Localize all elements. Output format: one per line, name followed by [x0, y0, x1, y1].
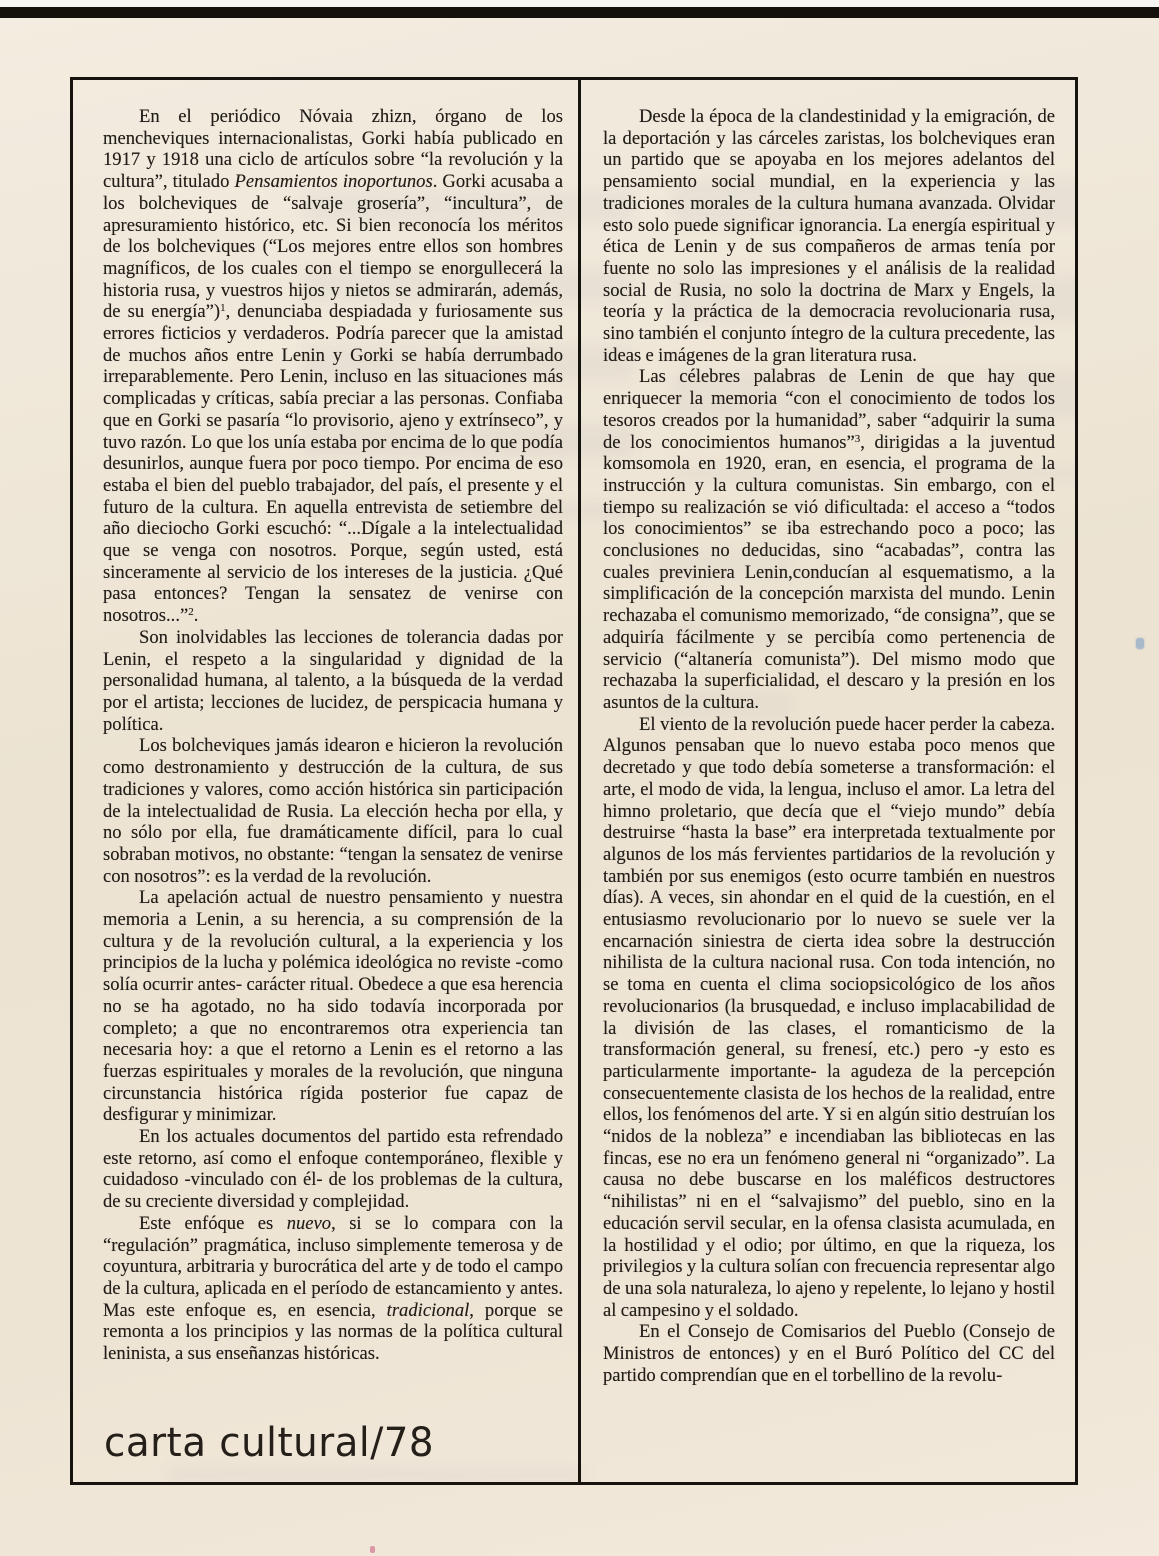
- paragraph: Los bolcheviques jamás idearon e hicieron la revolución como destronamiento y destrucción de la cultura, de sus tradiciones y valores, como acción histórica sin participación de la intelectualidad de Rusia. La elección hecha por ella, y no sólo por ella, fue dramáticamente difícil, para lo cual sobraban motivos, no obstante: “tengan la sensatez de venirse con nosotros”: es la verdad de la revolución.: [103, 735, 563, 887]
- scanner-edge-white: [0, 0, 1159, 7]
- bottom-pink-speck: [370, 1546, 375, 1553]
- bleed-through-ghost: [168, 1466, 588, 1485]
- paragraph: El viento de la revolución puede hacer perder la cabeza. Algunos pensaban que lo nuevo estaba poco menos que decretado y que todo debía someterse a transformación: el arte, el modo de vida, la lengua, incluso el amor. La letra del himno proletario, que decía que el “viejo mundo” debía destruirse “hasta la base” era interpretada textualmente por algunos de los más fervientes partidarios de la revolución y también por sus enemigos (esto ocurre también en nuestros días). A veces, sin ahondar en el quid de la cuestión, en el entusiasmo revolucionario por lo nuevo se suele ver la encarnación siniestra de cierta idea sobre la destrucción nihilista de la cultura nacional rusa. Con toda intención, no se toma en cuenta el clima sociopsicológico de los años revolucionarios (la brusquedad, e incluso implacabilidad de la división de las clases, el romanticismo de la transformación general, su frenesí, etc.) pero -y esto es particularmente importante- la agudeza de la percepción consecuentemente clasista de los hechos de la realidad, entre ellos, los fenómenos del arte. Y si en algún sitio destruían los “nidos de la nobleza” e incendiaban las bibliotecas en las fincas, ese no era un fenómeno general ni “organizado”. La causa no debe buscarse en los maléficos destructores “nihilistas” ni en el “salvajismo” del pueblo, sino en la educación servil secular, en la ofensa clasista acumulada, en la hostilidad y el odio; por último, en que la riqueza, los privilegios y la cultura solían con frecuencia representar algo de una sola naturaleza, lo ajeno y repelente, lo lejano y hostil al campesino y el soldado.: [603, 713, 1055, 1321]
- paragraph: En los actuales documentos del partido esta refrendado este retorno, así como el enfoque contemporáneo, flexible y cuidadoso -vinculado con él- de los problemas de la cultura, de su creciente diversidad y complejidad.: [103, 1126, 563, 1213]
- paragraph: Este enfóque es nuevo, si se lo compara con la “regulación” pragmática, incluso simplemente temerosa y de coyuntura, arbitraria y burocrática del arte y de todo el campo de la cultura, aplicada en el período de estancamiento y antes. Mas este enfoque es, en esencia, tradicional, porque se remonta a los principios y las normas de la política cultural leninista, a sus enseñanzas históricas.: [103, 1212, 563, 1365]
- left-text-column: [103, 106, 563, 1422]
- page-top-black-band: [0, 7, 1159, 18]
- magazine-logo: carta cultural/78: [104, 1420, 435, 1466]
- paragraph: Las célebres palabras de Lenin de que hay que enriquecer la memoria “con el conocimiento de todos los tesoros creados por la humanidad”, saber “adquirir la suma de los conocimientos humanos”$^3$, dirigidas a la juventud komsomola en 1920, eran, en esencia, el programa de la instrucción y la cultura comunistas. Sin embargo, con el tiempo su realización se vió dificultada: el acceso a “todos los conocimientos” se iba estrechando poco a poco; las conclusiones no deducidas, sino “acabadas”, contra las cuales previniera Lenin,conducían al esquematismo, a la simplificación de la concepción marxista del mundo. Lenin rechazaba el comunismo memorizado, “de consigna”, que se adquiría fácilmente y se percibía como pertenencia de servicio (“altanería comunista”). Del mismo modo que rechazaba la superficialidad, el descaro y la presión en los asuntos de la cultura.: [603, 366, 1055, 713]
- paragraph: Son inolvidables las lecciones de tolerancia dadas por Lenin, el respeto a la singularidad y dignidad de la personalidad humana, al talento, a la búsqueda de la verdad por el artista; lecciones de lucidez, de perspicacia humana y política.: [103, 626, 563, 735]
- paragraph: La apelación actual de nuestro pensamiento y nuestra memoria a Lenin, a su herencia, a su comprensión de la cultura y de la revolución cultural, a la experiencia y los principios de la lucha y polémica ideológica no reviste -como solía ocurrir antes- carácter ritual. Obedece a que esa herencia no se ha agotado, no ha sido todavía incorporada por completo; a que no encontraremos otra experiencia tan necesaria hoy: a que el retorno a Lenin es el retorno a las fuerzas espirituales y morales de la revolución, que ninguna circunstancia histórica rígida posterior fue capaz de desfigurar y minimizar.: [103, 887, 563, 1126]
- paragraph: En el Consejo de Comisarios del Pueblo (Consejo de Ministros de entonces) y en el Buró Político del CC del partido comprendían que en el torbellino de la revolu-: [603, 1321, 1055, 1386]
- column-divider-rule: [578, 80, 581, 1482]
- right-text-column: [603, 106, 1055, 1468]
- paragraph: En el periódico Nóvaia zhizn, órgano de los mencheviques internacionalistas, Gorki había publicado en 1917 y 1918 una ciclo de artículos sobre “la revolución y la cultura”, titulado Pensamientos inoportunos. Gorki acusaba a los bolcheviques de “salvaje grosería”, “incultura”, de apresuramiento histórico, etc. Si bien reconocía los méritos de los bolcheviques (“Los mejores entre ellos son hombres magníficos, de los cuales con el tiempo se enorgullecerá la historia rusa, y vuestros hijos y nietos se admirarán, además, de su energía”)$^1$, denunciaba despiadada y furiosamente sus errores ficticios y verdaderos. Podría parecer que la amistad de muchos años entre Lenin y Gorki se había derrumbado irreparablemente. Pero Lenin, incluso en las situaciones más complicadas y críticas, sabía preciar a las personas. Confiaba que en Gorki se pasaría “lo provisorio, ajeno y extrínseco”, y tuvo razón. Lo que los unía estaba por encima de lo que podía desunirlos, aunque fuera por poco tiempo. Por encima de eso estaba el bien del pueblo trabajador, del país, el presente y el futuro de la cultura. En aquella entrevista de setiembre del año dieciocho Gorki escuchó: “...Dígale a la intelectualidad que se venga con nosotros. Porque, según usted, está sinceramente al servicio de los intereses de la justicia. ¿Qué pasa entonces? Tengan la sensatez de venirse con nosotros...”$^2$.: [103, 106, 563, 627]
- page-frame: [70, 77, 1078, 1485]
- margin-ink-speck: [1136, 638, 1144, 649]
- paragraph: Desde la época de la clandestinidad y la emigración, de la deportación y las cárceles zaristas, los bolcheviques eran un partido que se apoyaba en los mejores adelantos del pensamiento social mundial, en la experiencia y las tradiciones morales de la cultura humana avanzada. Olvidar esto solo puede significar ignorancia. La energía espiritual y ética de Lenin y de sus compañeros de armas tenía por fuente no solo las impresiones y el análisis de la realidad social de Rusia, no solo la doctrina de Marx y Engels, la teoría y la práctica de la democracia revolucionaria rusa, sino también el conjunto íntegro de la cultura precedente, las ideas e imágenes de la gran literatura rusa.: [603, 106, 1055, 366]
